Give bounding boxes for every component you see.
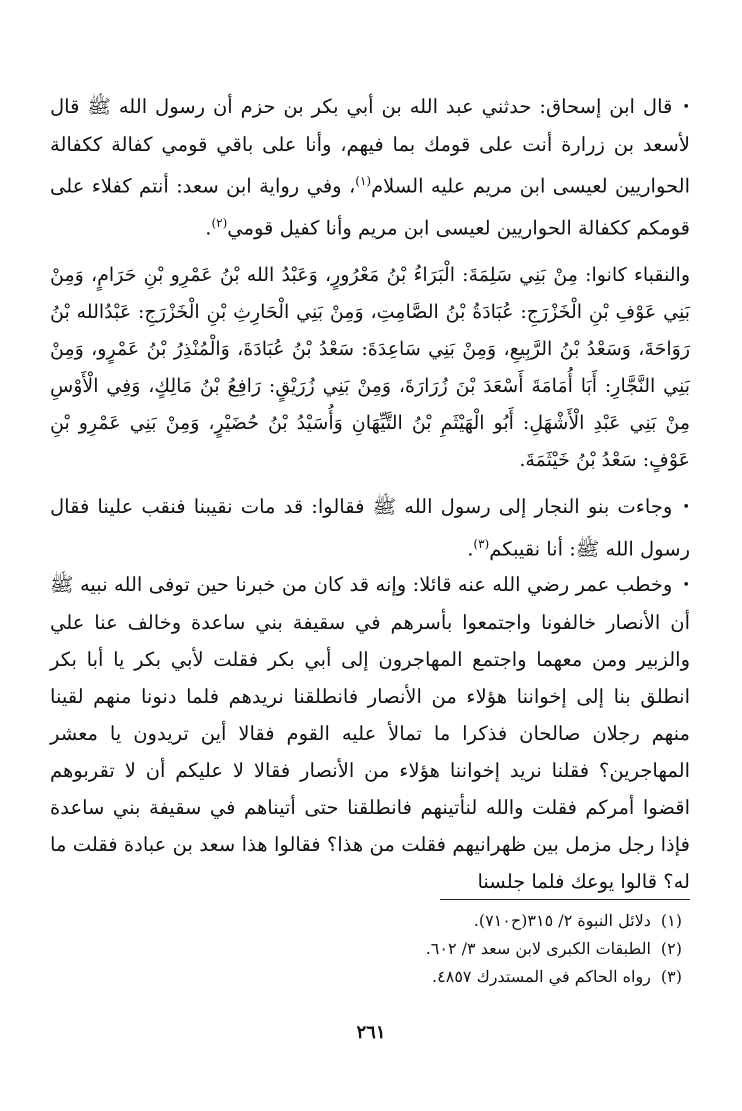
sentence-end: . xyxy=(467,537,474,561)
bullet: • xyxy=(682,500,690,515)
footnote-1 xyxy=(474,910,682,932)
footnote-ref-1[interactable]: (١) xyxy=(355,174,372,188)
paragraph-3 xyxy=(50,488,690,568)
sentence-end: . xyxy=(205,216,212,239)
footnote-separator xyxy=(440,899,690,900)
paragraph-text: قال ابن إسحاق: حدثني عبد الله بن أبي بكر بن حزم أن رسول الله ﷺ قال لأسعد بن زرارة أنت على قومك بما فيهم، وأنا على باقي قومي كفالة ككفالة الحواريين لعيسى ابن مريم عليه السلام xyxy=(50,95,691,198)
footnote-2 xyxy=(426,938,682,960)
footnote-text: دلائل النبوة ٢/ ٣١٥(ح٧١٠). xyxy=(473,911,651,930)
footnote-3 xyxy=(432,966,682,988)
paragraph-4 xyxy=(50,566,690,900)
bullet: • xyxy=(682,578,690,593)
paragraph-text-continued: ، وفي رواية ابن سعد: أنتم كفلاء على قومكم ككفالة الحواريين لعيسى ابن مريم وأنا كفيل قومي xyxy=(50,174,690,239)
footnote-number: (٣) xyxy=(660,967,682,986)
bullet: • xyxy=(682,100,690,115)
footnote-text: الطبقات الكبرى لابن سعد ٣/ ٦٠٢. xyxy=(425,939,651,958)
paragraph-text: وجاءت بنو النجار إلى رسول الله ﷺ فقالوا: قد مات نقيبنا فنقب علينا فقال رسول الله ﷺ: أنا نقيبكم xyxy=(50,495,690,561)
paragraph-text: وخطب عمر رضي الله عنه قائلا: وإنه قد كان من خبرنا حين توفى الله نبيه ﷺ أن الأنصار خالفونا واجتمعوا بأسرهم في سقيفة بني ساعدة وخالف عنا علي والزبير ومن معهما واجتمع المهاجرون إلى أبي بكر فقلت لأبي بكر يا أبا بكر انطلق بنا إلى إخواننا هؤلاء من الأنصار فانطلقنا نريدهم فلما دنونا منهم لقينا منهم رجلان صالحان فذكرا ما تمالأ عليه القوم فقالا أين تريدون يا معشر المهاجرين؟ فقلنا نريد إخواننا هؤلاء من الأنصار فقالا لا عليكم أن لا تقربوهم اقضوا أمركم فقلت والله لنأتينهم فانطلقنا حتى أتيناهم في سقيفة بني ساعدة فإذا رجل مزمل بين ظهرانيهم فقلت من هذا؟ فقالوا هذا سعد بن عبادة فقلت ما له؟ قالوا يوعك فلما جلسنا xyxy=(50,573,690,893)
footnote-number: (١) xyxy=(660,911,682,930)
footnote-ref-3[interactable]: (٣) xyxy=(473,537,490,551)
footnote-ref-2[interactable]: (٢) xyxy=(211,215,228,230)
paragraph-2 xyxy=(50,257,690,479)
footnote-number: (٢) xyxy=(660,939,682,958)
page-number: ٢٦١ xyxy=(356,1022,386,1043)
paragraph-text: والنقباء كانوا: مِنْ بَنِي سَلِمَةَ: الْبَرَاءُ بْنُ مَعْرُورٍ، وَعَبْدُ الله بْنُ عَمْرِو بْنِ حَرَامٍ، وَمِنْ بَنِي عَوْفِ بْنِ الْخَزْرَجِ: عُبَادَةُ بْنُ الصَّامِتِ، وَمِنْ بَنِي الْحَارِثِ بْنِ الْخَزْرَجِ: عَبْدُالله بْنُ رَوَاحَةَ، وَسَعْدُ بْنُ الرَّبِيعِ، وَمِنْ بَنِي سَاعِدَةَ: سَعْدُ بْنُ عُبَادَةَ، وَالْمُنْذِرُ بْنُ عَمْرٍو، وَمِنْ بَنِي النَّجَّارِ: أَبَا أُمَامَةَ أَسْعَدَ بْنَ زُرَارَةَ، وَمِنْ بَنِي زُرَيْقٍ: رَافِعُ بْنُ مَالِكٍ، وَفِي الْأَوْسِ مِنْ بَنِي عَبْدِ الْأَشْهَلِ: أَبُو الْهَيْثَمِ بْنُ التَّيِّهَانِ وَأُسَيْدُ بْنُ حُضَيْرٍ، وَمِنْ بَنِي عَمْرِو بْنِ عَوْفٍ: سَعْدُ بْنُ خَيْثَمَةَ. xyxy=(50,264,690,471)
footnote-text: رواه الحاكم في المستدرك ٤٨٥٧. xyxy=(432,967,651,986)
paragraph-1 xyxy=(50,88,690,246)
